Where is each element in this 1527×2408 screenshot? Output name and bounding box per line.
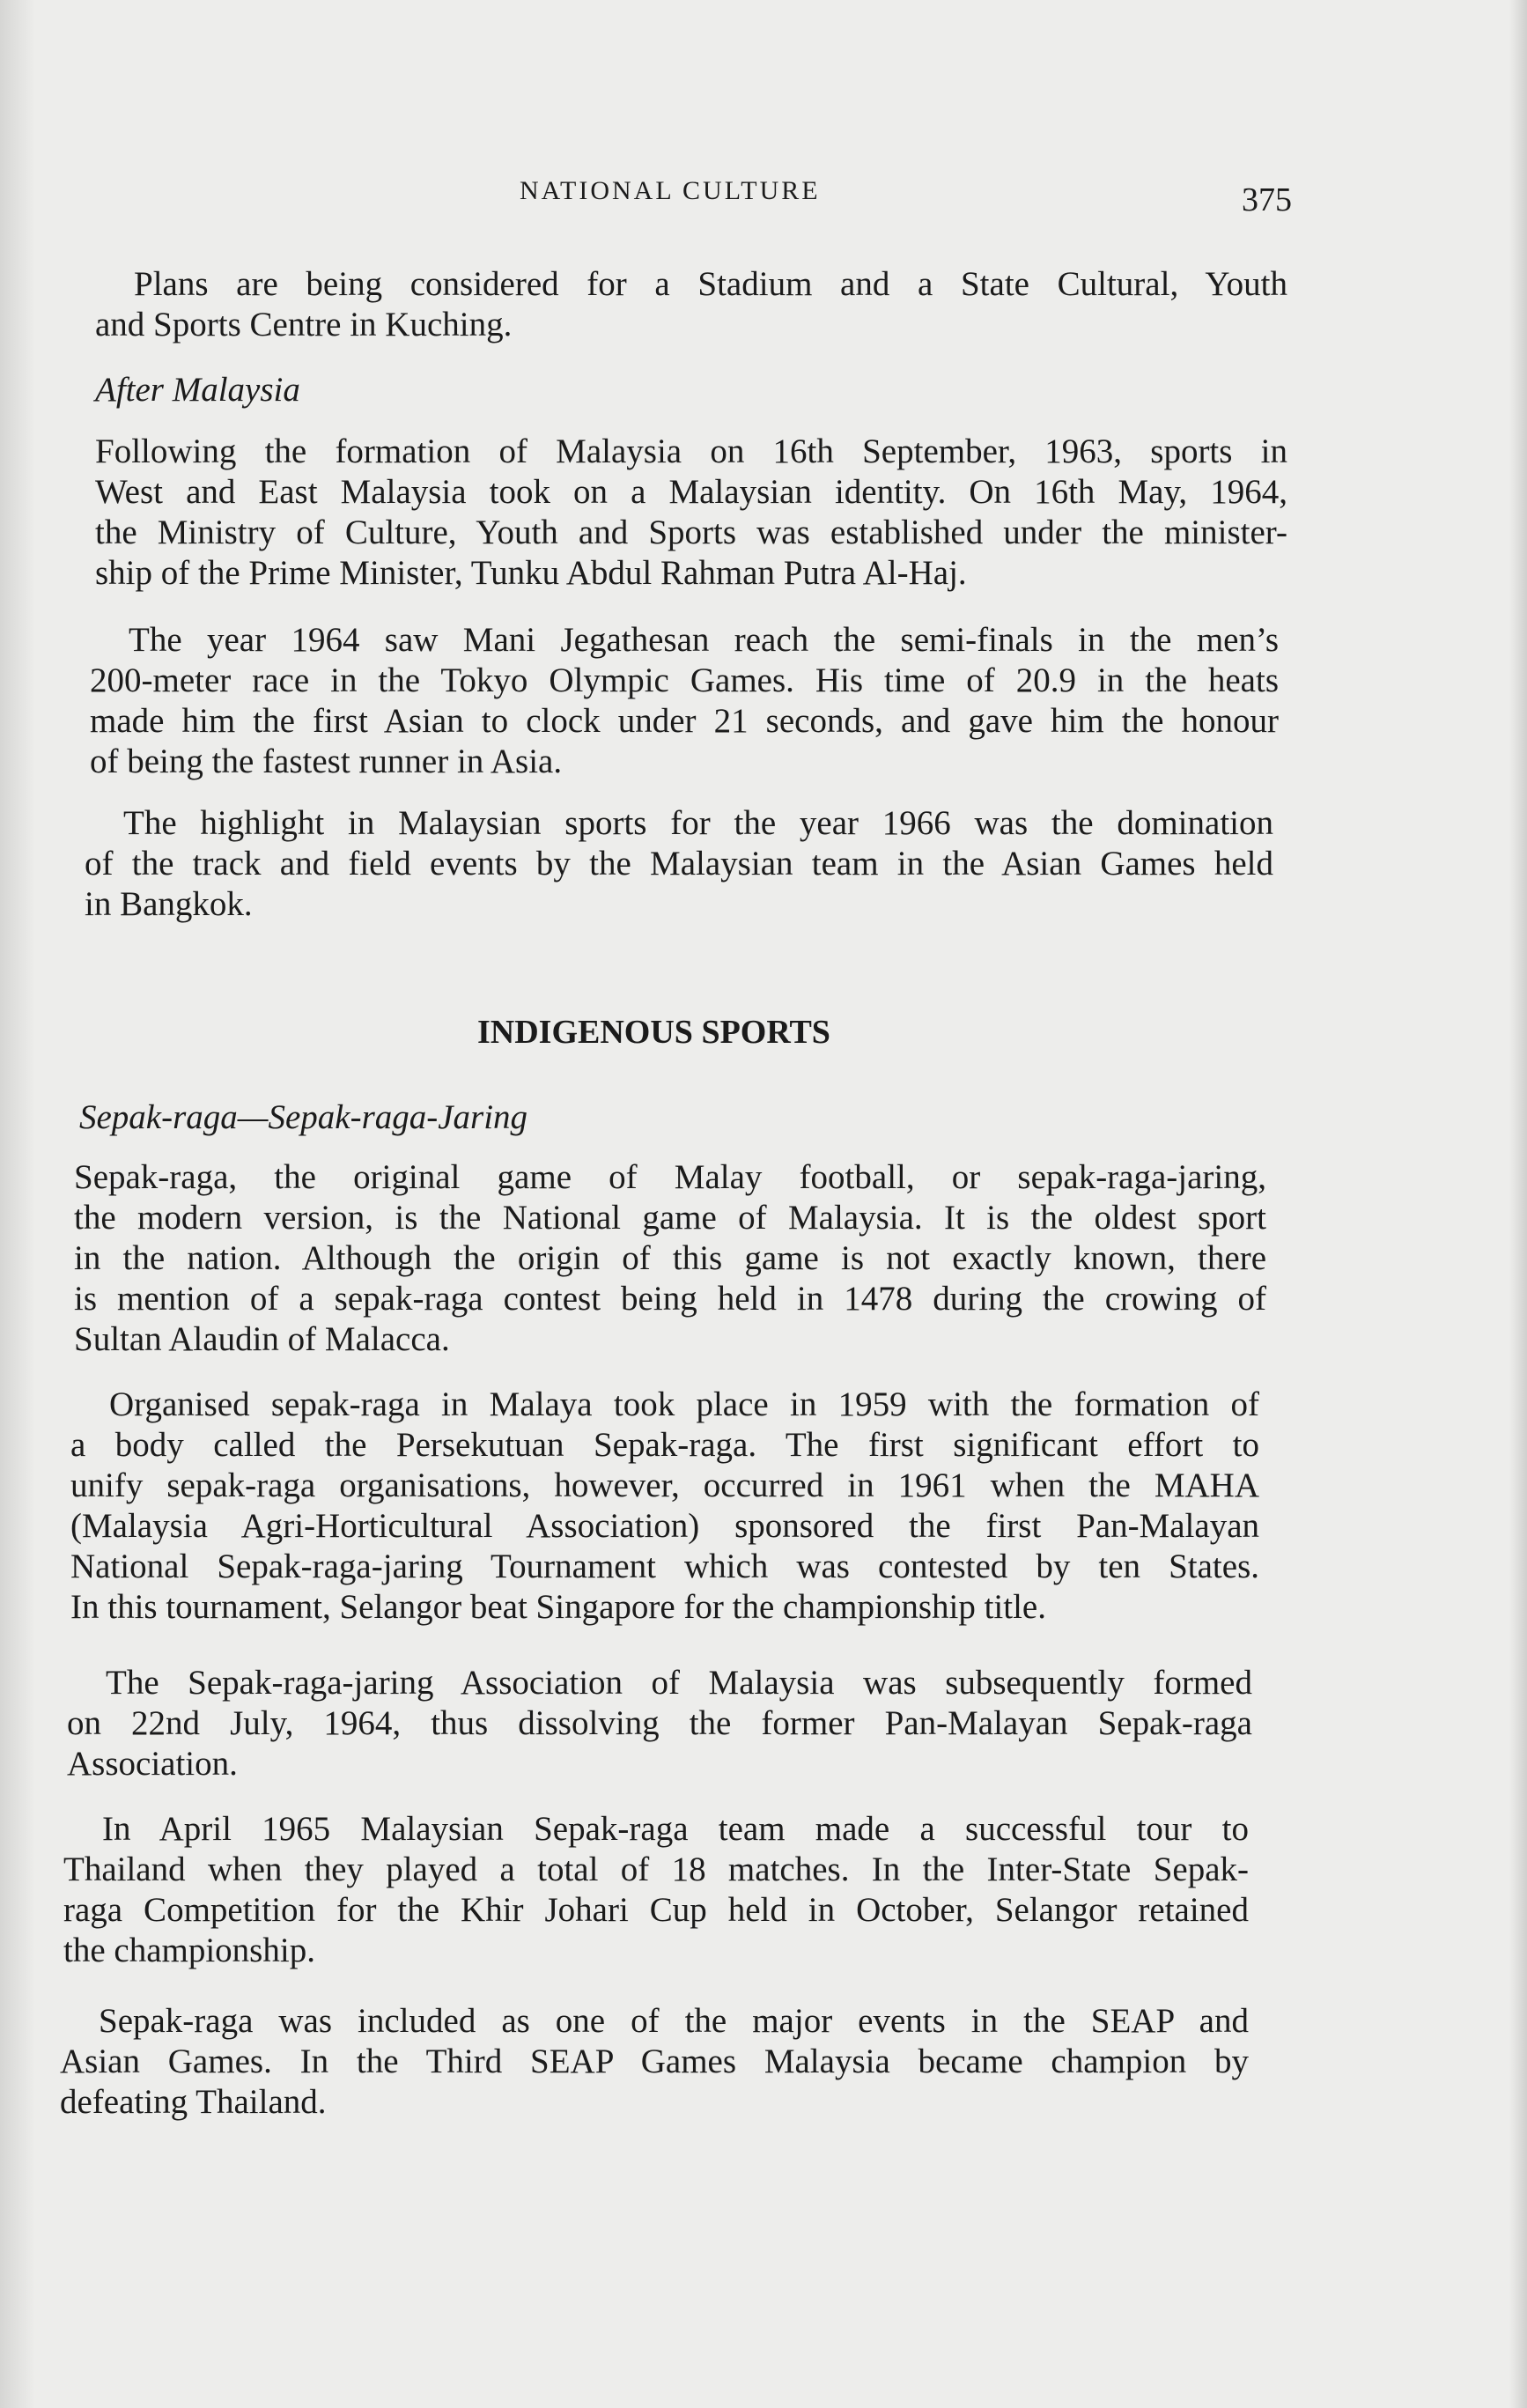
- paragraph: [95, 264, 1287, 345]
- text-line: the modern version, is the National game of Malaysia. It is the oldest sport: [74, 1199, 1266, 1237]
- subheading-after-malaysia: [95, 370, 300, 410]
- text-line: in the nation. Although the origin of this game is not exactly known, there: [74, 1239, 1266, 1277]
- text-line: Sultan Alaudin of Malacca.: [74, 1320, 450, 1358]
- text-line: unify sepak-raga organisations, however, occurred in 1961 when the MAHA: [70, 1466, 1259, 1504]
- text-line: The year 1964 saw Mani Jegathesan reach the semi-finals in the men’s: [129, 621, 1279, 659]
- text-line: In April 1965 Malaysian Sepak-raga team made a successful tour to: [102, 1810, 1249, 1848]
- text-line: National Sepak-raga-jaring Tournament which was contested by ten States.: [70, 1547, 1259, 1585]
- paragraph: [70, 1385, 1259, 1628]
- text-line: The Sepak-raga-jaring Association of Malaysia was subsequently formed: [106, 1664, 1252, 1702]
- text-line: a body called the Persekutuan Sepak-raga. The first significant effort to: [70, 1426, 1259, 1464]
- subheading-text: Sepak-raga—Sepak-raga-Jaring: [79, 1098, 528, 1136]
- text-line: Organised sepak-raga in Malaya took place in 1959 with the formation of: [109, 1385, 1259, 1423]
- text-line: is mention of a sepak-raga contest being held in 1478 during the crowing of: [74, 1280, 1266, 1318]
- page-edge-shadow: [0, 0, 35, 2408]
- text-line: 200-meter race in the Tokyo Olympic Games. His time of 20.9 in the heats: [90, 661, 1279, 699]
- paragraph: [63, 1809, 1249, 1971]
- running-header: NATIONAL CULTURE: [520, 176, 821, 205]
- text-line: in Bangkok.: [85, 885, 253, 923]
- paragraph: [90, 620, 1279, 782]
- text-line: the Ministry of Culture, Youth and Sports was established under the minister-: [95, 513, 1287, 551]
- text-line: Thailand when they played a total of 18 matches. In the Inter-State Sepak-: [63, 1850, 1249, 1888]
- page-edge-shadow-right: [1509, 0, 1527, 2408]
- text-line: on 22nd July, 1964, thus dissolving the former Pan-Malayan Sepak-raga: [67, 1704, 1252, 1742]
- text-line: of being the fastest runner in Asia.: [90, 742, 563, 780]
- text-line: Plans are being considered for a Stadium and a State Cultural, Youth: [134, 265, 1287, 303]
- text-line: Association.: [67, 1745, 238, 1783]
- paragraph: [67, 1663, 1252, 1784]
- subheading-sepak-raga: [79, 1097, 527, 1138]
- text-line: ship of the Prime Minister, Tunku Abdul Rahman Putra Al-Haj.: [95, 554, 967, 592]
- paragraph: [95, 432, 1287, 594]
- text-line: Following the formation of Malaysia on 16th September, 1963, sports in: [95, 432, 1287, 470]
- text-line: The highlight in Malaysian sports for the year 1966 was the domination: [123, 804, 1273, 842]
- text-line: defeating Thailand.: [60, 2083, 327, 2121]
- text-line: and Sports Centre in Kuching.: [95, 306, 513, 343]
- text-line: raga Competition for the Khir Johari Cup held in October, Selangor retained: [63, 1891, 1249, 1929]
- text-line: West and East Malaysia took on a Malaysian identity. On 16th May, 1964,: [95, 473, 1287, 511]
- subheading-text: After Malaysia: [95, 371, 300, 409]
- text-line: made him the first Asian to clock under 21 seconds, and gave him the honour: [90, 702, 1279, 740]
- paragraph: [74, 1157, 1266, 1360]
- page-number: 375: [1242, 181, 1292, 218]
- text-line: the championship.: [63, 1932, 315, 1969]
- paragraph: [60, 2001, 1249, 2123]
- text-line: Sepak-raga, the original game of Malay football, or sepak-raga-jaring,: [74, 1158, 1266, 1196]
- text-line: (Malaysia Agri-Horticultural Association) sponsored the first Pan-Malayan: [70, 1507, 1259, 1545]
- paragraph: [85, 803, 1273, 925]
- text-line: Asian Games. In the Third SEAP Games Malaysia became champion by: [60, 2042, 1249, 2080]
- section-heading: INDIGENOUS SPORTS: [477, 1014, 830, 1051]
- text-line: Sepak-raga was included as one of the major events in the SEAP and: [99, 2002, 1249, 2040]
- text-line: In this tournament, Selangor beat Singapore for the championship title.: [70, 1588, 1046, 1626]
- text-line: of the track and field events by the Malaysian team in the Asian Games held: [85, 845, 1273, 883]
